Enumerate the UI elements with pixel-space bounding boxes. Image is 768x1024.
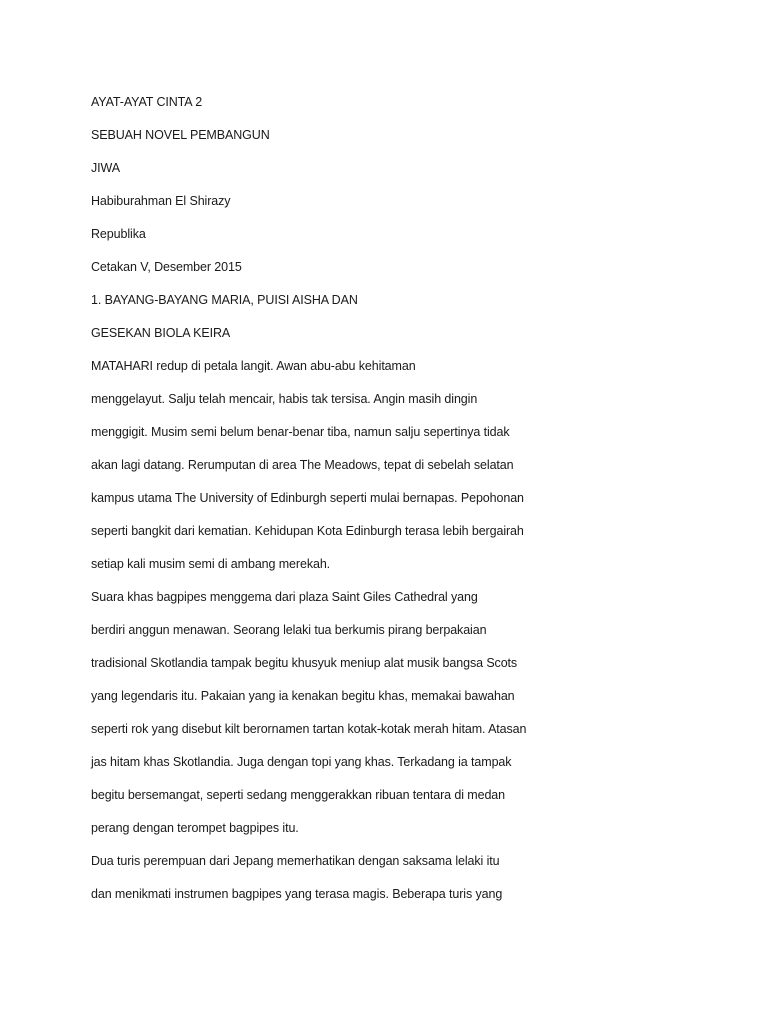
paragraph-line: yang legendaris itu. Pakaian yang ia kenakan begitu khas, memakai bawahan (91, 689, 515, 703)
paragraph-line: menggigit. Musim semi belum benar-benar tiba, namun salju sepertinya tidak (91, 425, 510, 439)
publisher-name: Republika (91, 227, 146, 241)
paragraph-line: jas hitam khas Skotlandia. Juga dengan topi yang khas. Terkadang ia tampak (91, 755, 512, 769)
paragraph-line: menggelayut. Salju telah mencair, habis tak tersisa. Angin masih dingin (91, 392, 478, 406)
paragraph-line: tradisional Skotlandia tampak begitu khusyuk meniup alat musik bangsa Scots (91, 656, 518, 670)
chapter-heading-cont: GESEKAN BIOLA KEIRA (91, 326, 231, 340)
paragraph-line: Dua turis perempuan dari Jepang memerhatikan dengan saksama lelaki itu (91, 854, 500, 868)
book-subtitle: SEBUAH NOVEL PEMBANGUN (91, 128, 270, 142)
paragraph-line: Suara khas bagpipes menggema dari plaza Saint Giles Cathedral yang (91, 590, 478, 604)
paragraph-line: MATAHARI redup di petala langit. Awan abu-abu kehitaman (91, 359, 416, 373)
paragraph-line: begitu bersemangat, seperti sedang menggerakkan ribuan tentara di medan (91, 788, 506, 802)
paragraph-line: seperti bangkit dari kematian. Kehidupan Kota Edinburgh terasa lebih bergairah (91, 524, 524, 538)
paragraph-line: berdiri anggun menawan. Seorang lelaki tua berkumis pirang berpakaian (91, 623, 487, 637)
paragraph-line: setiap kali musim semi di ambang merekah. (91, 557, 331, 571)
edition-info: Cetakan V, Desember 2015 (91, 260, 242, 274)
chapter-heading: 1. BAYANG-BAYANG MARIA, PUISI AISHA DAN (91, 293, 358, 307)
book-title: AYAT-AYAT CINTA 2 (91, 95, 203, 109)
author-name: Habiburahman El Shirazy (91, 194, 231, 208)
paragraph-line: dan menikmati instrumen bagpipes yang terasa magis. Beberapa turis yang (91, 887, 503, 901)
book-subtitle-cont: JIWA (91, 161, 120, 175)
paragraph-line: perang dengan terompet bagpipes itu. (91, 821, 299, 835)
paragraph-line: seperti rok yang disebut kilt berornamen tartan kotak-kotak merah hitam. Atasan (91, 722, 527, 736)
paragraph-line: kampus utama The University of Edinburgh seperti mulai bernapas. Pepohonan (91, 491, 524, 505)
paragraph-line: akan lagi datang. Rerumputan di area The Meadows, tepat di sebelah selatan (91, 458, 514, 472)
